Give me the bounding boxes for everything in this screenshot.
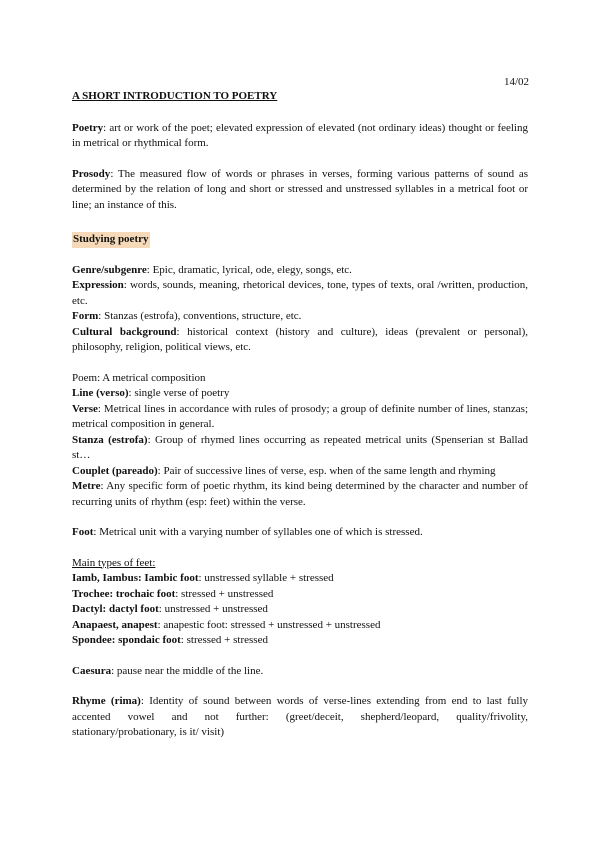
definition-text: : Any specific form of poetic rhythm, its kind being determined by the character and number of recurring units of rhythm (esp: feet) within the verse.: [72, 480, 528, 508]
term-couplet: Couplet (pareado): [72, 464, 158, 477]
definition-text: : Stanzas (estrofa), conventions, structure, etc.: [98, 310, 302, 322]
definition-text: : Identity of sound between words of verse-lines extending from end to last fully accented vowel and not further: (greet/deceit, shepherd/leopard, quality/frivolity, stationary/probationary, is it/ visit): [72, 695, 528, 738]
definition-text: : Metrical unit with a varying number of syllables one of which is stressed.: [93, 526, 423, 538]
definition-text: : stressed + stressed: [180, 634, 268, 646]
section-heading-studying-poetry: Studying poetry: [72, 232, 150, 248]
page-number: 14/02: [503, 76, 529, 88]
term-line: Line (verso): [72, 387, 129, 399]
term-prosody: Prosody: [72, 167, 111, 180]
definition-form: [72, 309, 528, 325]
definition-text: : The measured flow of words or phrases in verses, forming various patterns of sound as determined by the relation of long and short or stressed and unstressed syllables in a metrical foot or line; an instance of this.: [72, 167, 528, 211]
definition-poetry: [72, 121, 528, 152]
definition-text: : unstressed + unstressed: [158, 603, 268, 615]
definition-text: : stressed + unstressed: [175, 587, 274, 600]
definition-cultural-background: [72, 325, 528, 356]
term-iamb: Iamb, Iambus: Iambic foot: [72, 572, 199, 584]
feet-heading: Main types of feet:: [72, 556, 156, 569]
foot-type-spondee: [72, 633, 528, 649]
definition-text: : art or work of the poet; elevated expression of elevated (not ordinary ideas) thought or feeling in metrical or rhythmical form.: [72, 121, 528, 149]
feet-heading-row: [72, 556, 528, 572]
definition-genre: [72, 263, 528, 279]
term-genre: Genre/subgenre: [72, 263, 147, 276]
term-expression: Expression: [72, 279, 124, 291]
definition-text: : Epic, dramatic, lyrical, ode, elegy, songs, etc.: [146, 263, 352, 276]
definition-poem: [72, 371, 528, 387]
document-body: [72, 89, 528, 741]
definition-prosody: [72, 167, 528, 214]
term-verse: Verse: [72, 402, 98, 415]
foot-type-dactyl: [72, 602, 528, 618]
definition-couplet: [72, 464, 528, 480]
term-trochee: Trochee: trochaic foot: [72, 587, 176, 600]
definition-text: : single verse of poetry: [128, 387, 230, 399]
term-cultural-background: Cultural background: [72, 325, 177, 338]
foot-type-anapaest: [72, 618, 528, 634]
document-title: A SHORT INTRODUCTION TO POETRY: [72, 90, 278, 102]
definition-text: : Metrical lines in accordance with rules of prosody; a group of definite number of lines, stanzas; metrical composition in general.: [72, 402, 528, 430]
term-foot: Foot: [72, 526, 94, 538]
definition-text: : historical context (history and culture), ideas (prevalent or personal), philosophy, religion, political views, etc.: [72, 325, 528, 353]
definition-text: : words, sounds, meaning, rhetorical devices, tone, types of texts, oral /written, production, etc.: [72, 279, 528, 307]
definition-text: : pause near the middle of the line.: [111, 664, 264, 677]
term-rhyme: Rhyme (rima): [72, 695, 141, 707]
term-spondee: Spondee: spondaic foot: [72, 634, 181, 646]
definition-caesura: [72, 664, 528, 680]
definition-text: : Group of rhymed lines occurring as repeated metrical units (Spenserian st Ballad st…: [72, 433, 528, 461]
foot-type-iamb: [72, 571, 528, 587]
definition-text: : unstressed syllable + stressed: [198, 572, 334, 584]
term-form: Form: [72, 310, 99, 322]
definition-foot: [72, 525, 528, 541]
section-heading-row: [72, 232, 528, 248]
definition-rhyme: [72, 694, 528, 741]
term-stanza: Stanza (estrofa): [72, 433, 148, 446]
definition-text: : anapestic foot: stressed + unstressed + unstressed: [157, 618, 381, 631]
definition-text: : A metrical composition: [97, 371, 206, 384]
term-anapaest: Anapaest, anapest: [72, 618, 158, 631]
term-poem: Poem: [72, 371, 98, 384]
definition-text: : Pair of successive lines of verse, esp. when of the same length and rhyming: [157, 464, 496, 477]
definition-metre: [72, 479, 528, 510]
definition-verse: [72, 402, 528, 433]
term-poetry: Poetry: [72, 121, 104, 134]
definition-expression: [72, 278, 528, 309]
term-metre: Metre: [72, 480, 101, 492]
definition-stanza: [72, 433, 528, 464]
term-caesura: Caesura: [72, 664, 112, 677]
term-dactyl: Dactyl: dactyl foot: [72, 603, 159, 615]
foot-type-trochee: [72, 587, 528, 603]
definition-line: [72, 386, 528, 402]
